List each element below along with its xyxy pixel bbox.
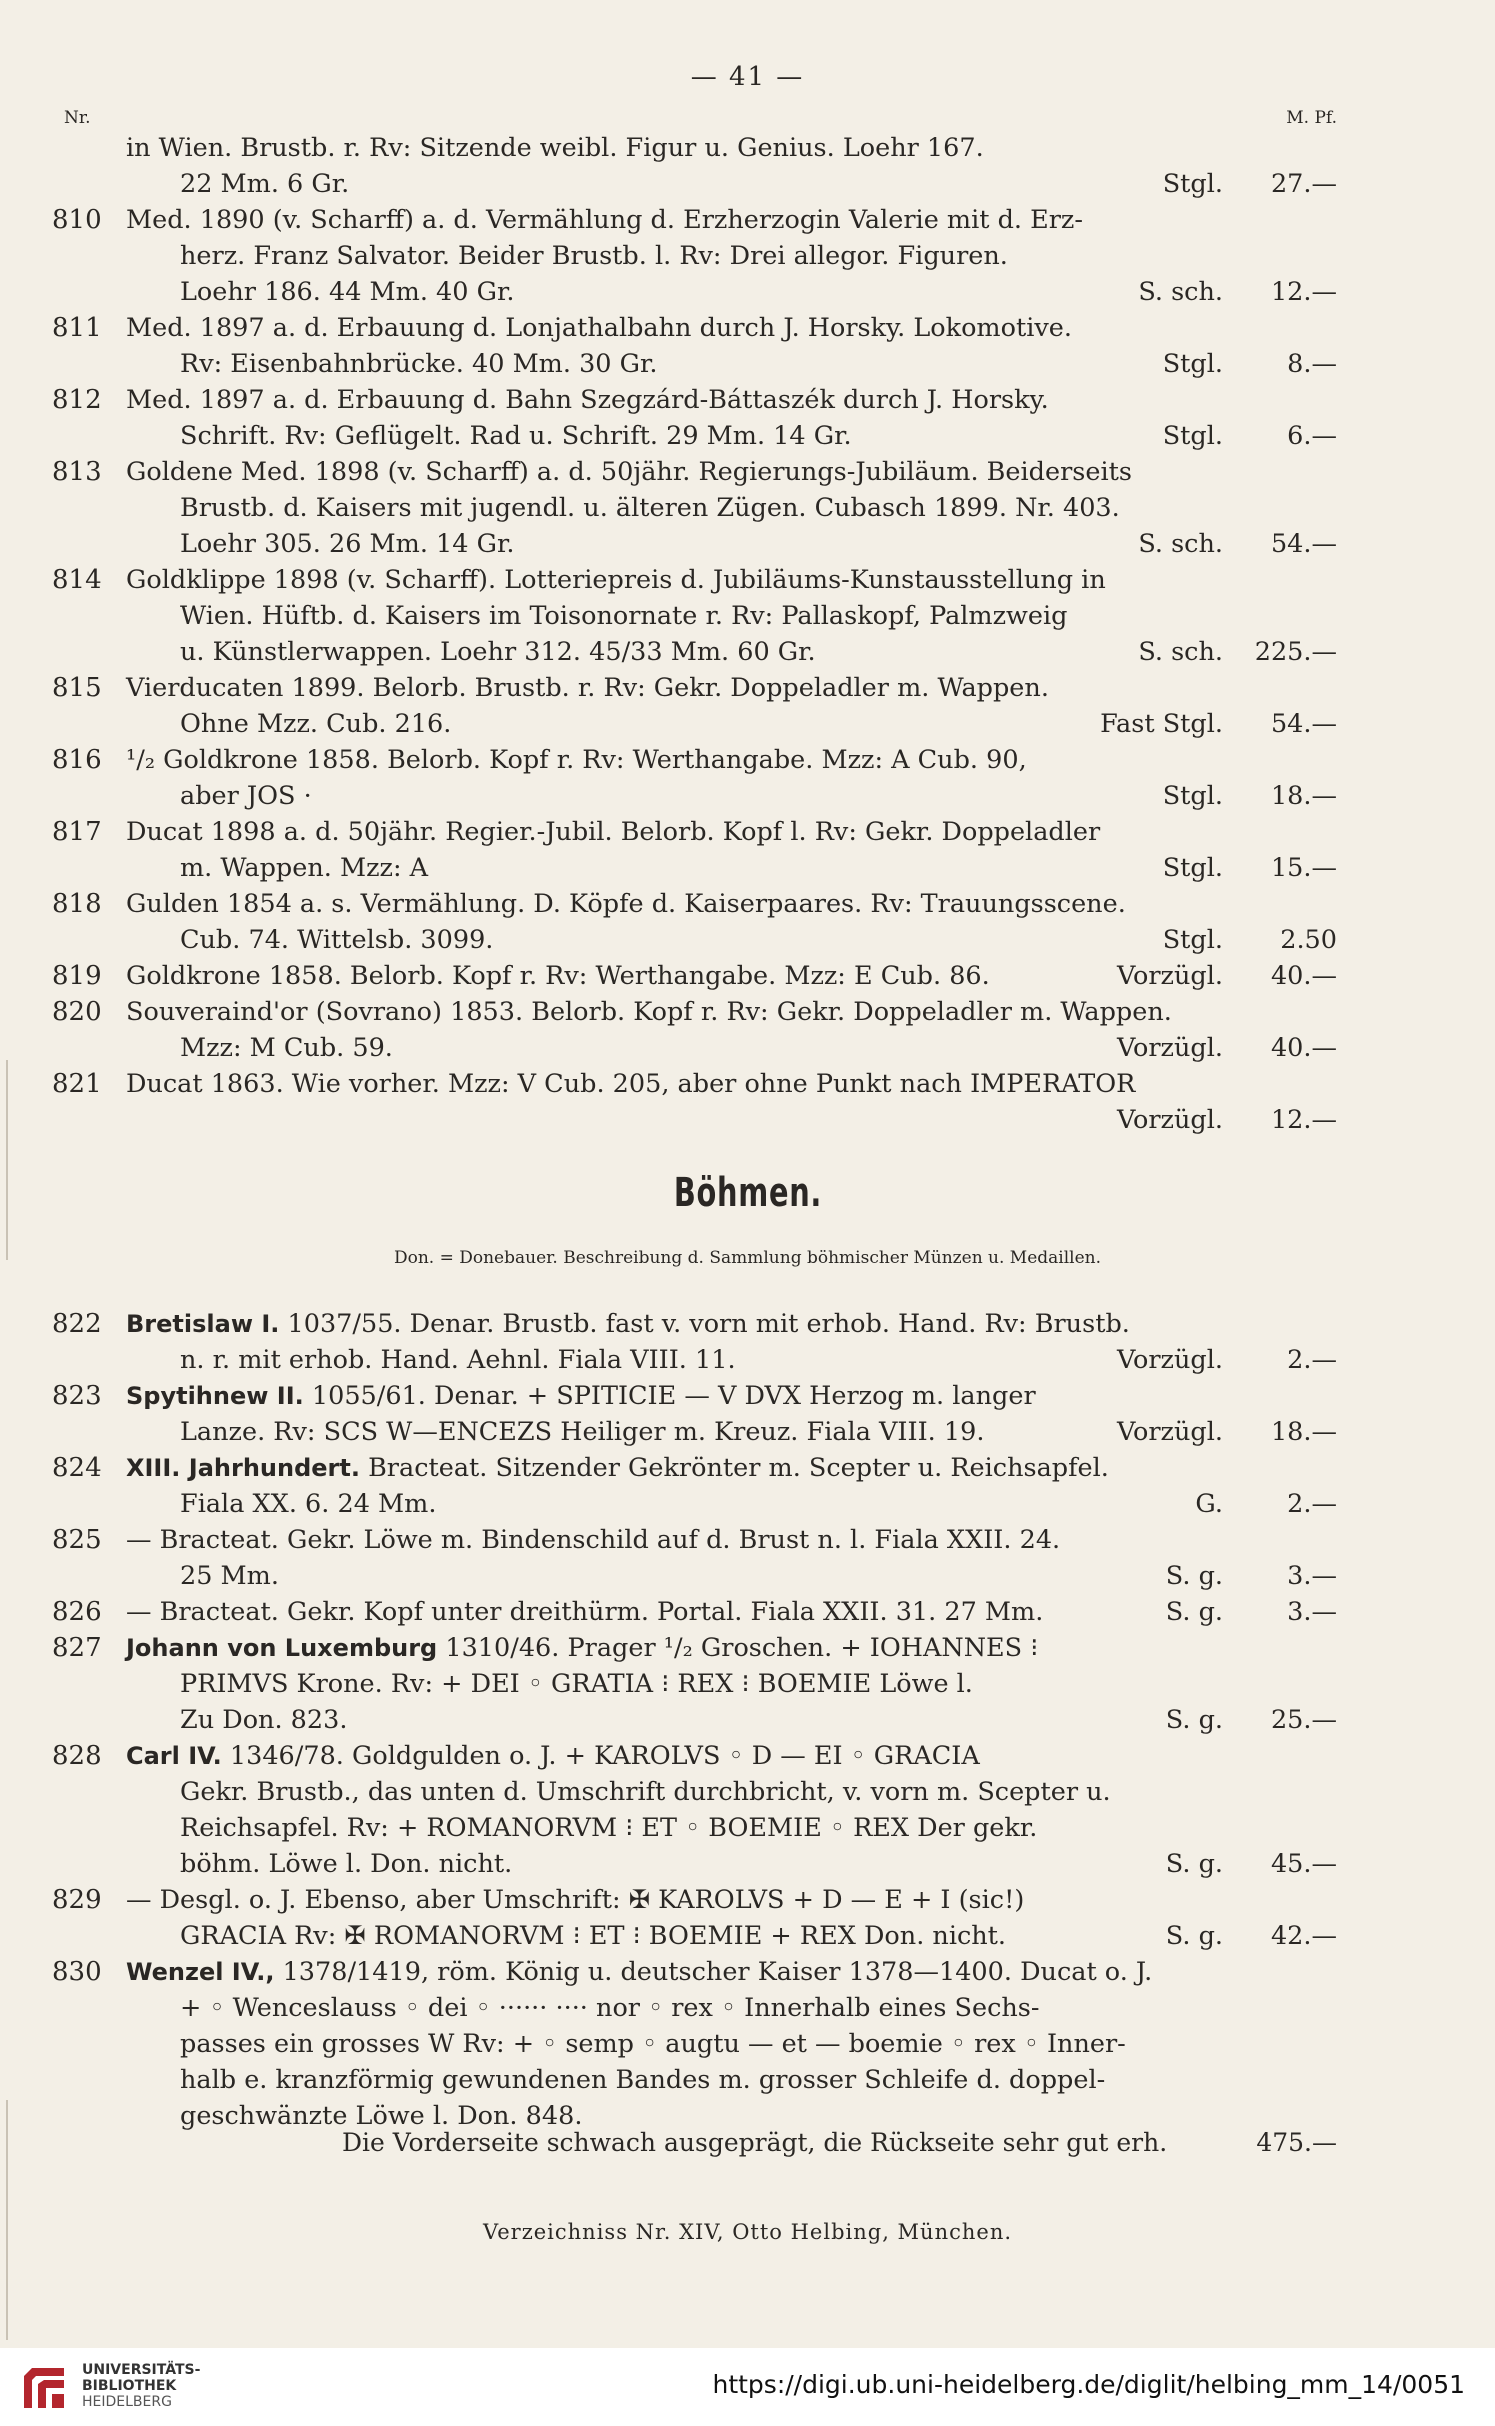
entry-text: Souveraind'or (Sovrano) 1853. Belorb. Kopf r. Rv: Gekr. Doppeladler m. Wappen. xyxy=(126,997,1172,1027)
entry-line xyxy=(0,1702,1495,1738)
entry-text: Fiala XX. 6. 24 Mm. xyxy=(180,1489,437,1519)
entry-text: Lanze. Rv: SCS W—ENCEZS Heiliger m. Kreuz. Fiala VIII. 19. xyxy=(180,1417,985,1447)
entry-grade: Vorzügl. xyxy=(1116,961,1223,991)
entry-description xyxy=(180,1486,436,1522)
entry-text: n. r. mit erhob. Hand. Aehnl. Fiala VIII. 11. xyxy=(180,1345,736,1375)
entry-description xyxy=(126,454,1132,490)
entry-text: — Bracteat. Gekr. Kopf unter dreithürm. Portal. Fiala XXII. 31. 27 Mm. xyxy=(126,1597,1044,1627)
ruler-name: XIII. Jahrhundert. xyxy=(126,1454,360,1482)
entry-price: 8.— xyxy=(1287,349,1337,379)
column-header-price: M. Pf. xyxy=(1286,108,1337,128)
entry-line xyxy=(0,1954,1495,1990)
entry-price: 2.50 xyxy=(1280,925,1337,955)
entry-line xyxy=(0,274,1495,310)
entry-line xyxy=(0,1030,1495,1066)
source-url-link[interactable]: https://digi.ub.uni-heidelberg.de/diglit/helbing_mm_14/0051 xyxy=(712,2370,1465,2399)
entry-description xyxy=(126,1066,1135,1102)
entry-price: 18.— xyxy=(1270,1417,1337,1447)
entry-description xyxy=(126,130,984,166)
entry-number: 829 xyxy=(52,1885,102,1915)
entry-text: Goldene Med. 1898 (v. Scharff) a. d. 50jähr. Regierungs-Jubiläum. Beiderseits xyxy=(126,457,1132,487)
entry-line xyxy=(0,346,1495,382)
entry-text: ¹/₂ Goldkrone 1858. Belorb. Kopf r. Rv: Werthangabe. Mzz: A Cub. 90, xyxy=(126,745,1027,775)
catalog-entry xyxy=(0,1738,1495,1882)
entry-number: 827 xyxy=(52,1633,102,1663)
entry-text: 1346/78. Goldgulden o. J. + KAROLVS ◦ D — EI ◦ GRACIA xyxy=(229,1741,980,1771)
entry-description xyxy=(126,1882,1024,1918)
entry-grade: Stgl. xyxy=(1162,349,1223,379)
entry-grade: G. xyxy=(1195,1489,1223,1519)
entry-text: Ducat 1898 a. d. 50jähr. Regier.-Jubil. Belorb. Kopf l. Rv: Gekr. Doppeladler xyxy=(126,817,1101,847)
entry-text: — Bracteat. Gekr. Löwe m. Bindenschild auf d. Brust n. l. Fiala XXII. 24. xyxy=(126,1525,1061,1555)
entry-number: 814 xyxy=(52,565,102,595)
entry-text: in Wien. Brustb. r. Rv: Sitzende weibl. Figur u. Genius. Loehr 167. xyxy=(126,133,984,163)
entry-text: Med. 1890 (v. Scharff) a. d. Vermählung d. Erzherzogin Valerie mit d. Erz- xyxy=(126,205,1083,235)
entry-grade: S. sch. xyxy=(1138,529,1223,559)
entry-price: 40.— xyxy=(1270,1033,1337,1063)
entry-description xyxy=(180,526,514,562)
entry-number: 826 xyxy=(52,1597,102,1627)
entry-description xyxy=(180,1990,1039,2026)
section-heading xyxy=(0,1170,1495,1216)
entry-line xyxy=(0,1738,1495,1774)
entry-line xyxy=(0,202,1495,238)
catalog-entry xyxy=(0,562,1495,670)
entry-grade: S. sch. xyxy=(1138,637,1223,667)
catalog-entry xyxy=(0,1378,1495,1450)
entry-line xyxy=(0,418,1495,454)
entry-line xyxy=(0,562,1495,598)
page-number: — 41 — xyxy=(690,62,805,92)
entry-line xyxy=(0,706,1495,742)
entry-grade: Stgl. xyxy=(1162,169,1223,199)
entry-number: 821 xyxy=(52,1069,102,1099)
entry-grade: S. sch. xyxy=(1138,277,1223,307)
entry-price: 45.— xyxy=(1270,1849,1337,1879)
catalog-entry xyxy=(0,130,1495,202)
entry-price: 15.— xyxy=(1270,853,1337,883)
entry-text: Loehr 305. 26 Mm. 14 Gr. xyxy=(180,529,515,559)
entry-text: 1310/46. Prager ¹/₂ Groschen. + IOHANNES ⁝ xyxy=(445,1633,1039,1663)
entry-number: 824 xyxy=(52,1453,102,1483)
entry-description xyxy=(180,166,349,202)
entry-number: 812 xyxy=(52,385,102,415)
entry-line xyxy=(0,670,1495,706)
entry-price: 6.— xyxy=(1287,421,1337,451)
entry-grade: Stgl. xyxy=(1162,781,1223,811)
entry-number: 811 xyxy=(52,313,102,343)
entry-text: Rv: Eisenbahnbrücke. 40 Mm. 30 Gr. xyxy=(180,349,658,379)
catalog-entry xyxy=(0,1594,1495,1630)
entry-description xyxy=(126,670,1049,706)
entry-description xyxy=(180,778,312,814)
library-name[interactable] xyxy=(82,2362,200,2410)
entry-price: 54.— xyxy=(1270,529,1337,559)
entry-line xyxy=(0,994,1495,1030)
entry-number: 825 xyxy=(52,1525,102,1555)
entry-text: Gulden 1854 a. s. Vermählung. D. Köpfe d. Kaiserpaares. Rv: Trauungsscene. xyxy=(126,889,1126,919)
entry-price: 27.— xyxy=(1270,169,1337,199)
entry-line xyxy=(0,1846,1495,1882)
entry-line xyxy=(0,1666,1495,1702)
catalog-entry xyxy=(0,1306,1495,1378)
entry-grade: S. g. xyxy=(1165,1849,1223,1879)
entry-grade: S. g. xyxy=(1165,1597,1223,1627)
entry-description xyxy=(180,238,1008,274)
entry-line xyxy=(0,1306,1495,1342)
entry-text: GRACIA Rv: ✠ ROMANORVM ⁝ ET ⁝ BOEMIE + REX Don. nicht. xyxy=(180,1921,1007,1951)
entry-text: halb e. kranzförmig gewundenen Bandes m. grosser Schleife d. doppel- xyxy=(180,2065,1106,2095)
entry-grade: Fast Stgl. xyxy=(1100,709,1223,739)
entry-line xyxy=(0,382,1495,418)
entry-description xyxy=(126,814,1100,850)
catalog-entry xyxy=(0,1630,1495,1738)
entry-text: Loehr 186. 44 Mm. 40 Gr. xyxy=(180,277,515,307)
entry-description xyxy=(180,634,816,670)
closing-price: 475.— xyxy=(1256,2128,1337,2157)
entry-line xyxy=(0,1594,1495,1630)
entry-line xyxy=(0,1342,1495,1378)
entry-text: Wien. Hüftb. d. Kaisers im Toisonornate r. Rv: Pallaskopf, Palmzweig xyxy=(180,601,1068,631)
entry-text: geschwänzte Löwe l. Don. 848. xyxy=(180,2101,583,2131)
entry-description xyxy=(180,922,493,958)
entry-text: u. Künstlerwappen. Loehr 312. 45/33 Mm. 60 Gr. xyxy=(180,637,816,667)
entry-description xyxy=(180,2062,1105,2098)
entry-line xyxy=(0,1378,1495,1414)
entry-description xyxy=(126,1594,1043,1630)
entry-line xyxy=(0,1414,1495,1450)
entry-description xyxy=(180,274,514,310)
library-line-1: UNIVERSITÄTS- xyxy=(82,2362,201,2378)
entry-price: 12.— xyxy=(1270,1105,1337,1135)
entry-line xyxy=(0,634,1495,670)
catalog-entry xyxy=(0,1450,1495,1522)
entry-line xyxy=(0,1450,1495,1486)
entry-grade: S. g. xyxy=(1165,1921,1223,1951)
catalog-entries-austria xyxy=(0,130,1495,1138)
entry-number: 813 xyxy=(52,457,102,487)
entry-line xyxy=(0,1882,1495,1918)
entry-number: 819 xyxy=(52,961,102,991)
entry-line xyxy=(0,814,1495,850)
entry-text: Med. 1897 a. d. Erbauung d. Lonjathalbahn durch J. Horsky. Lokomotive. xyxy=(126,313,1072,343)
entry-line xyxy=(0,922,1495,958)
entry-description xyxy=(180,1666,973,1702)
catalog-entry xyxy=(0,670,1495,742)
entry-description xyxy=(180,1030,393,1066)
entry-description xyxy=(180,346,658,382)
entry-text: Goldklippe 1898 (v. Scharff). Lotteriepreis d. Jubiläums-Kunstausstellung in xyxy=(126,565,1106,595)
entry-text: Reichsapfel. Rv: + ROMANORVM ⁝ ET ◦ BOEMIE ◦ REX Der gekr. xyxy=(180,1813,1038,1843)
entry-number: 822 xyxy=(52,1309,102,1339)
catalog-entry xyxy=(0,1066,1495,1138)
entry-line xyxy=(0,130,1495,166)
entry-line xyxy=(0,1066,1495,1102)
entry-description xyxy=(180,1414,984,1450)
catalog-entry xyxy=(0,994,1495,1066)
entry-price: 12.— xyxy=(1270,277,1337,307)
catalog-entry xyxy=(0,310,1495,382)
entry-text: Ducat 1863. Wie vorher. Mzz: V Cub. 205, aber ohne Punkt nach IMPERATOR xyxy=(126,1069,1136,1099)
entry-grade: Stgl. xyxy=(1162,421,1223,451)
entry-text: böhm. Löwe l. Don. nicht. xyxy=(180,1849,513,1879)
entry-text: — Desgl. o. J. Ebenso, aber Umschrift: ✠ KAROLVS + D — E + I (sic!) xyxy=(126,1885,1025,1915)
ruler-name: Carl IV. xyxy=(126,1742,222,1770)
entry-line xyxy=(0,1918,1495,1954)
entry-text: Cub. 74. Wittelsb. 3099. xyxy=(180,925,494,955)
entry-description xyxy=(126,958,990,994)
entry-text: + ◦ Wenceslauss ◦ dei ◦ ······ ···· nor ◦ rex ◦ Innerhalb eines Sechs- xyxy=(180,1993,1040,2023)
entry-text: Zu Don. 823. xyxy=(180,1705,348,1735)
entry-grade: S. g. xyxy=(1165,1561,1223,1591)
entry-line xyxy=(0,1522,1495,1558)
entry-text: herz. Franz Salvator. Beider Brustb. l. Rv: Drei allegor. Figuren. xyxy=(180,241,1008,271)
entry-line xyxy=(0,526,1495,562)
entry-line xyxy=(0,1810,1495,1846)
entry-line xyxy=(0,886,1495,922)
catalog-entries-bohemia xyxy=(0,1306,1495,2134)
entry-text: m. Wappen. Mzz: A xyxy=(180,853,429,883)
entry-line xyxy=(0,2062,1495,2098)
university-logo-icon[interactable] xyxy=(18,2362,70,2414)
library-line-3: HEIDELBERG xyxy=(82,2394,172,2410)
entry-description xyxy=(126,1378,1036,1414)
catalog-entry xyxy=(0,1522,1495,1594)
entry-text: Med. 1897 a. d. Erbauung d. Bahn Szegzárd-Báttaszék durch J. Horsky. xyxy=(126,385,1049,415)
entry-grade: Vorzügl. xyxy=(1116,1345,1223,1375)
entry-text: Brustb. d. Kaisers mit jugendl. u. älteren Zügen. Cubasch 1899. Nr. 403. xyxy=(180,493,1120,523)
entry-line xyxy=(0,1774,1495,1810)
entry-description xyxy=(180,1846,512,1882)
entry-price: 3.— xyxy=(1287,1597,1337,1627)
entry-description xyxy=(180,490,1120,526)
column-header-number: Nr. xyxy=(64,108,91,128)
entry-number: 820 xyxy=(52,997,102,1027)
entry-number: 828 xyxy=(52,1741,102,1771)
entry-text: Ohne Mzz. Cub. 216. xyxy=(180,709,452,739)
entry-line xyxy=(0,778,1495,814)
section-title: Böhmen. xyxy=(673,1170,822,1216)
entry-description xyxy=(126,1954,1152,1990)
entry-text: 1055/61. Denar. + SPITICIE — V DVX Herzog m. langer xyxy=(311,1381,1036,1411)
catalog-entry xyxy=(0,958,1495,994)
entry-description xyxy=(180,706,451,742)
catalog-entry xyxy=(0,886,1495,958)
entry-description xyxy=(126,742,1027,778)
entry-description xyxy=(180,1918,1006,1954)
entry-line xyxy=(0,1102,1495,1138)
entry-line xyxy=(0,850,1495,886)
entry-text: 1037/55. Denar. Brustb. fast v. vorn mit erhob. Hand. Rv: Brustb. xyxy=(287,1309,1130,1339)
entry-description xyxy=(126,886,1126,922)
catalog-entry xyxy=(0,202,1495,310)
entry-text: aber JOS · xyxy=(180,781,312,811)
entry-line xyxy=(0,1486,1495,1522)
entry-description xyxy=(126,1522,1060,1558)
entry-line xyxy=(0,1630,1495,1666)
entry-text: 22 Mm. 6 Gr. xyxy=(180,169,350,199)
entry-description xyxy=(180,598,1067,634)
entry-description xyxy=(180,1810,1037,1846)
catalog-entry xyxy=(0,742,1495,814)
entry-price: 18.— xyxy=(1270,781,1337,811)
entry-text: Schrift. Rv: Geflügelt. Rad u. Schrift. 29 Mm. 14 Gr. xyxy=(180,421,852,451)
entry-grade: Vorzügl. xyxy=(1116,1417,1223,1447)
entry-price: 40.— xyxy=(1270,961,1337,991)
entry-description xyxy=(180,850,428,886)
entry-price: 2.— xyxy=(1287,1345,1337,1375)
entry-description xyxy=(126,382,1049,418)
entry-text: Goldkrone 1858. Belorb. Kopf r. Rv: Werthangabe. Mzz: E Cub. 86. xyxy=(126,961,990,991)
entry-number: 817 xyxy=(52,817,102,847)
entry-description xyxy=(126,562,1106,598)
entry-line xyxy=(0,958,1495,994)
entry-description xyxy=(126,1630,1038,1666)
entry-text: Bracteat. Sitzender Gekrönter m. Scepter u. Reichsapfel. xyxy=(368,1453,1109,1483)
entry-text: Gekr. Brustb., das unten d. Umschrift durchbricht, v. vorn m. Scepter u. xyxy=(180,1777,1111,1807)
catalog-entry xyxy=(0,382,1495,454)
ruler-name: Wenzel IV., xyxy=(126,1958,275,1986)
entry-description xyxy=(126,1738,980,1774)
entry-line xyxy=(0,1558,1495,1594)
entry-description xyxy=(180,1774,1111,1810)
entry-description xyxy=(126,1306,1130,1342)
entry-description xyxy=(180,1558,279,1594)
entry-text: 25 Mm. xyxy=(180,1561,279,1591)
entry-description xyxy=(180,1342,736,1378)
entry-price: 225.— xyxy=(1254,637,1337,667)
entry-description xyxy=(126,310,1072,346)
entry-description xyxy=(180,1702,347,1738)
entry-number: 830 xyxy=(52,1957,102,1987)
entry-price: 54.— xyxy=(1270,709,1337,739)
entry-text: PRIMVS Krone. Rv: + DEI ◦ GRATIA ⁝ REX ⁝ BOEMIE Löwe l. xyxy=(180,1669,973,1699)
entry-line xyxy=(0,490,1495,526)
entry-number: 815 xyxy=(52,673,102,703)
entry-line xyxy=(0,742,1495,778)
entry-price: 2.— xyxy=(1287,1489,1337,1519)
entry-number: 810 xyxy=(52,205,102,235)
entry-grade: Vorzügl. xyxy=(1116,1105,1223,1135)
catalog-entry xyxy=(0,814,1495,886)
entry-line xyxy=(0,310,1495,346)
entry-number: 823 xyxy=(52,1381,102,1411)
entry-grade: Vorzügl. xyxy=(1116,1033,1223,1063)
entry-price: 3.— xyxy=(1287,1561,1337,1591)
entry-line xyxy=(0,238,1495,274)
ruler-name: Johann von Luxemburg xyxy=(126,1634,438,1662)
catalog-entry xyxy=(0,1954,1495,2134)
section-subtitle: Don. = Donebauer. Beschreibung d. Sammlung böhmischer Münzen u. Medaillen. xyxy=(393,1248,1102,1268)
entry-description xyxy=(180,418,852,454)
publisher-footer: Verzeichniss Nr. XIV, Otto Helbing, München. xyxy=(482,2220,1013,2244)
entry-grade: S. g. xyxy=(1165,1705,1223,1735)
entry-description xyxy=(180,2026,1126,2062)
entry-line xyxy=(0,598,1495,634)
entry-description xyxy=(126,994,1172,1030)
ruler-name: Bretislaw I. xyxy=(126,1310,280,1338)
catalog-entry xyxy=(0,1882,1495,1954)
entry-price: 42.— xyxy=(1270,1921,1337,1951)
entry-text: Vierducaten 1899. Belorb. Brustb. r. Rv: Gekr. Doppeladler m. Wappen. xyxy=(126,673,1049,703)
library-line-2: BIBLIOTHEK xyxy=(82,2378,177,2394)
entry-grade: Stgl. xyxy=(1162,925,1223,955)
entry-line xyxy=(0,2026,1495,2062)
entry-text: Mzz: M Cub. 59. xyxy=(180,1033,393,1063)
entry-text: passes ein grosses W Rv: + ◦ semp ◦ augtu — et — boemie ◦ rex ◦ Inner- xyxy=(180,2029,1126,2059)
ruler-name: Spytihnew II. xyxy=(126,1382,304,1410)
entry-line xyxy=(0,166,1495,202)
entry-description xyxy=(126,1450,1109,1486)
entry-text: 1378/1419, röm. König u. deutscher Kaiser 1378—1400. Ducat o. J. xyxy=(282,1957,1153,1987)
entry-number: 818 xyxy=(52,889,102,919)
entry-number: 816 xyxy=(52,745,102,775)
entry-price: 25.— xyxy=(1270,1705,1337,1735)
entry-line xyxy=(0,454,1495,490)
closing-text: Die Vorderseite schwach ausgeprägt, die Rückseite sehr gut erh. xyxy=(342,2128,1168,2157)
entry-line xyxy=(0,1990,1495,2026)
entry-grade: Stgl. xyxy=(1162,853,1223,883)
entry-description xyxy=(126,202,1083,238)
catalog-entry xyxy=(0,454,1495,562)
